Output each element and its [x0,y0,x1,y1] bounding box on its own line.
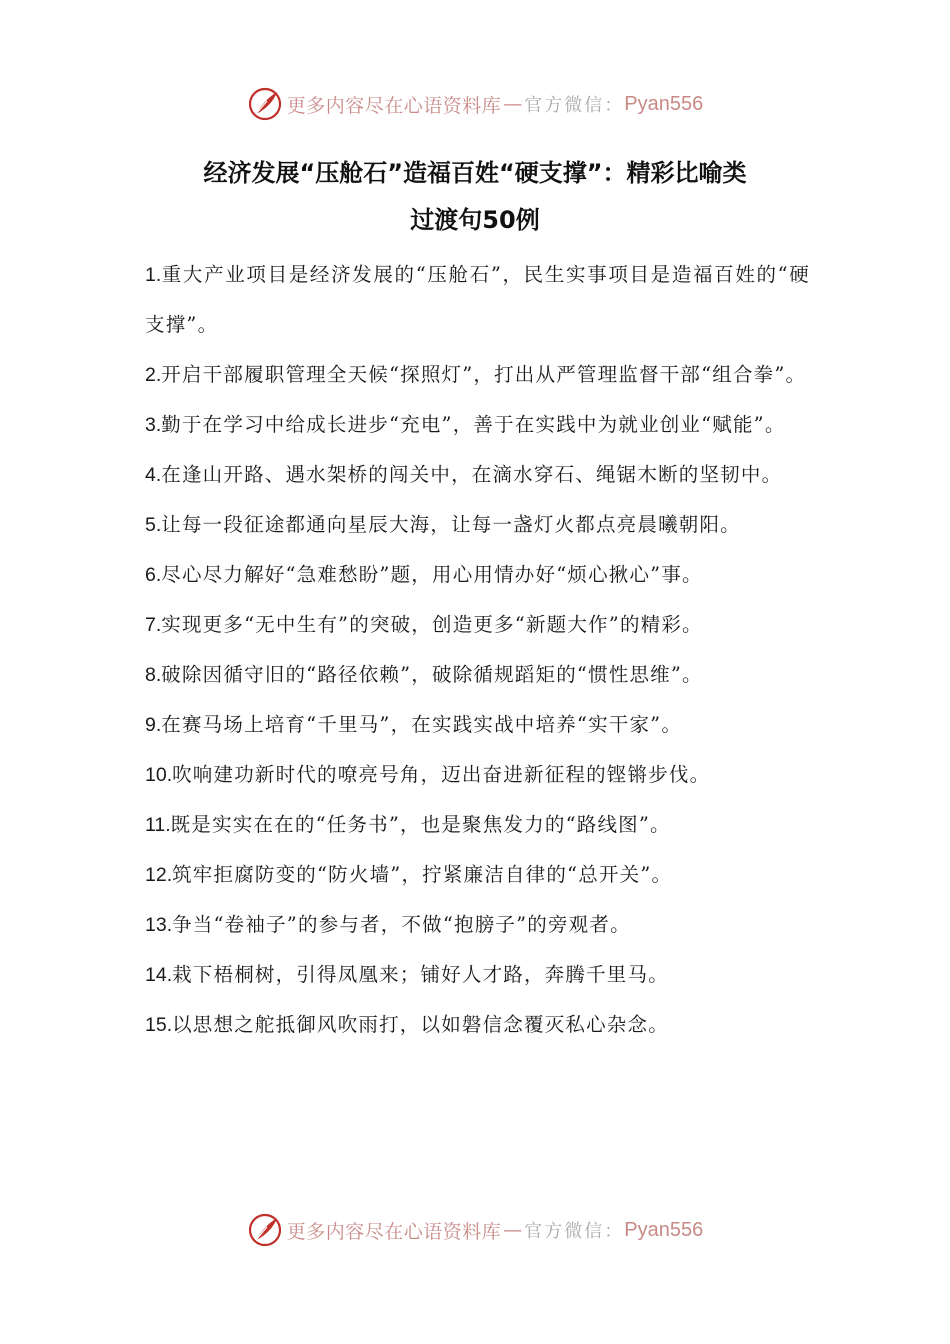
list-item [145,350,810,400]
list-item [145,800,810,850]
item-number: 11. [145,814,171,836]
item-text: 吹响建功新时代的嘹亮号角，迈出奋进新征程的铿锵步伐。 [172,763,711,786]
footer-wechat-label: 官方微信： [524,1221,625,1242]
list-item [145,950,810,1000]
item-number: 1. [145,264,162,286]
header-wechat-id: Pyan556 [624,92,704,115]
item-number: 4. [145,464,162,486]
item-number: 3. [145,414,162,436]
list-item [145,600,810,650]
footer-dash: — [503,1219,523,1241]
item-text: 在赛马场上培育“千里马”，在实践实战中培养“实干家”。 [161,713,683,736]
item-text: 争当“卷袖子”的参与者，不做“抱膀子”的旁观者。 [172,913,631,936]
title-line-2: 过渡句50例 [410,206,540,234]
item-number: 13. [145,914,173,936]
item-text: 栽下梧桐树，引得凤凰来；铺好人才路，奔腾千里马。 [172,963,669,986]
list-item [145,700,810,750]
footer-text: 更多内容尽在心语资料库 [286,1220,502,1243]
title-line-1: 经济发展“压舱石”造福百姓“硬支撑”：精彩比喻类 [203,159,747,187]
item-number: 8. [145,664,162,686]
item-text: 实现更多“无中生有”的突破，创造更多“新题大作”的精彩。 [161,613,703,636]
header-text: 更多内容尽在心语资料库 [286,94,502,117]
item-number: 2. [145,364,162,386]
quill-logo-icon [247,1212,283,1248]
item-number: 10. [145,764,173,786]
list-item [145,750,810,800]
list-item [145,500,810,550]
list-item [145,850,810,900]
item-text: 勤于在学习中给成长进步“充电”，善于在实践中为就业创业“赋能”。 [161,413,786,436]
list-item [145,250,810,350]
item-number: 14. [145,964,173,986]
item-text: 既是实实在在的“任务书”，也是聚焦发力的“路线图”。 [170,813,671,836]
header-dash: — [503,93,523,115]
item-number: 12. [145,864,173,886]
item-number: 6. [145,564,162,586]
item-text: 在逢山开路、遇水架桥的闯关中，在滴水穿石、绳锯木断的坚韧中。 [161,463,783,486]
quill-logo-icon [247,86,283,122]
list-item [145,900,810,950]
item-number: 9. [145,714,162,736]
list-item [145,400,810,450]
item-text: 破除因循守旧的“路径依赖”，破除循规蹈矩的“惯性思维”。 [161,663,703,686]
list-item [145,1000,810,1050]
item-number: 7. [145,614,162,636]
item-number: 15. [145,1014,173,1036]
list-item [145,450,810,500]
list-item [145,550,810,600]
item-text: 让每一段征途都通向星辰大海，让每一盏灯火都点亮晨曦朝阳。 [161,513,741,536]
item-text: 重大产业项目是经济发展的“压舱石”，民生实事项目是造福百姓的“硬支撑”。 [145,263,810,336]
footer-banner [0,1210,950,1250]
item-text: 筑牢拒腐防变的“防火墙”，拧紧廉洁自律的“总开关”。 [172,863,673,886]
item-text: 尽心尽力解好“急难愁盼”题，用心用情办好“烦心揪心”事。 [161,563,703,586]
header-banner [0,84,950,124]
document-title [130,150,820,244]
footer-wechat-id: Pyan556 [624,1218,704,1241]
item-text: 以思想之舵抵御风吹雨打，以如磐信念覆灭私心杂念。 [172,1013,669,1036]
header-wechat-label: 官方微信： [524,95,625,116]
item-text: 开启干部履职管理全天候“探照灯”，打出从严管理监督干部“组合拳”。 [161,363,807,386]
sentence-list [145,250,810,1050]
list-item [145,650,810,700]
item-number: 5. [145,514,162,536]
